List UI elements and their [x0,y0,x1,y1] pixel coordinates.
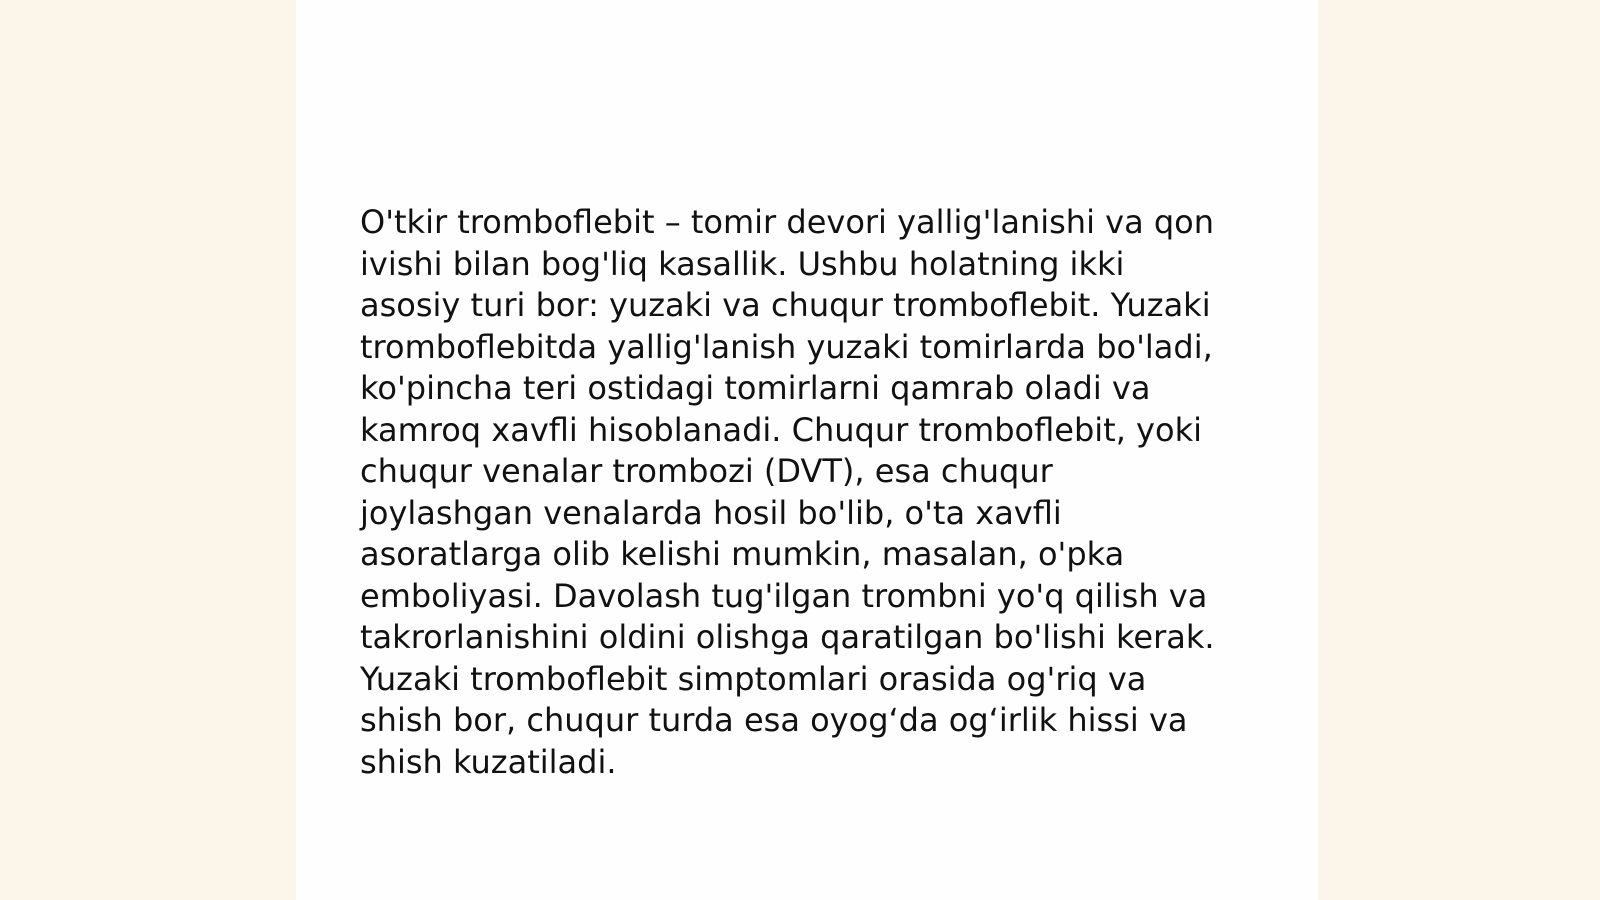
slide [296,0,1318,900]
slide-body-text: O'tkir tromboflebit – tomir devori yallig'lanishi va qon ivishi bilan bog'liq kasallik. Ushbu holatning ikki asosiy turi bor: yuzaki va chuqur tromboflebit. Yuzaki tromboflebitda yallig'lanish yuzaki tomirlarda bo'ladi, ko'pincha teri ostidagi tomirlarni qamrab oladi va kamroq xavfli hisoblanadi. Chuqur tromboflebit, yoki chuqur venalar trombozi (DVT), esa chuqur joylashgan venalarda hosil bo'lib, o'ta xavfli asoratlarga olib kelishi mumkin, masalan, o'pka emboliyasi. Davolash tug'ilgan trombni yo'q qilish va takrorlanishini oldini olishga qaratilgan bo'lishi kerak. Yuzaki tromboflebit simptomlari orasida og'riq va shish bor, chuqur turda esa oyog‘da og‘irlik hissi va shish kuzatiladi. [360,203,1215,781]
